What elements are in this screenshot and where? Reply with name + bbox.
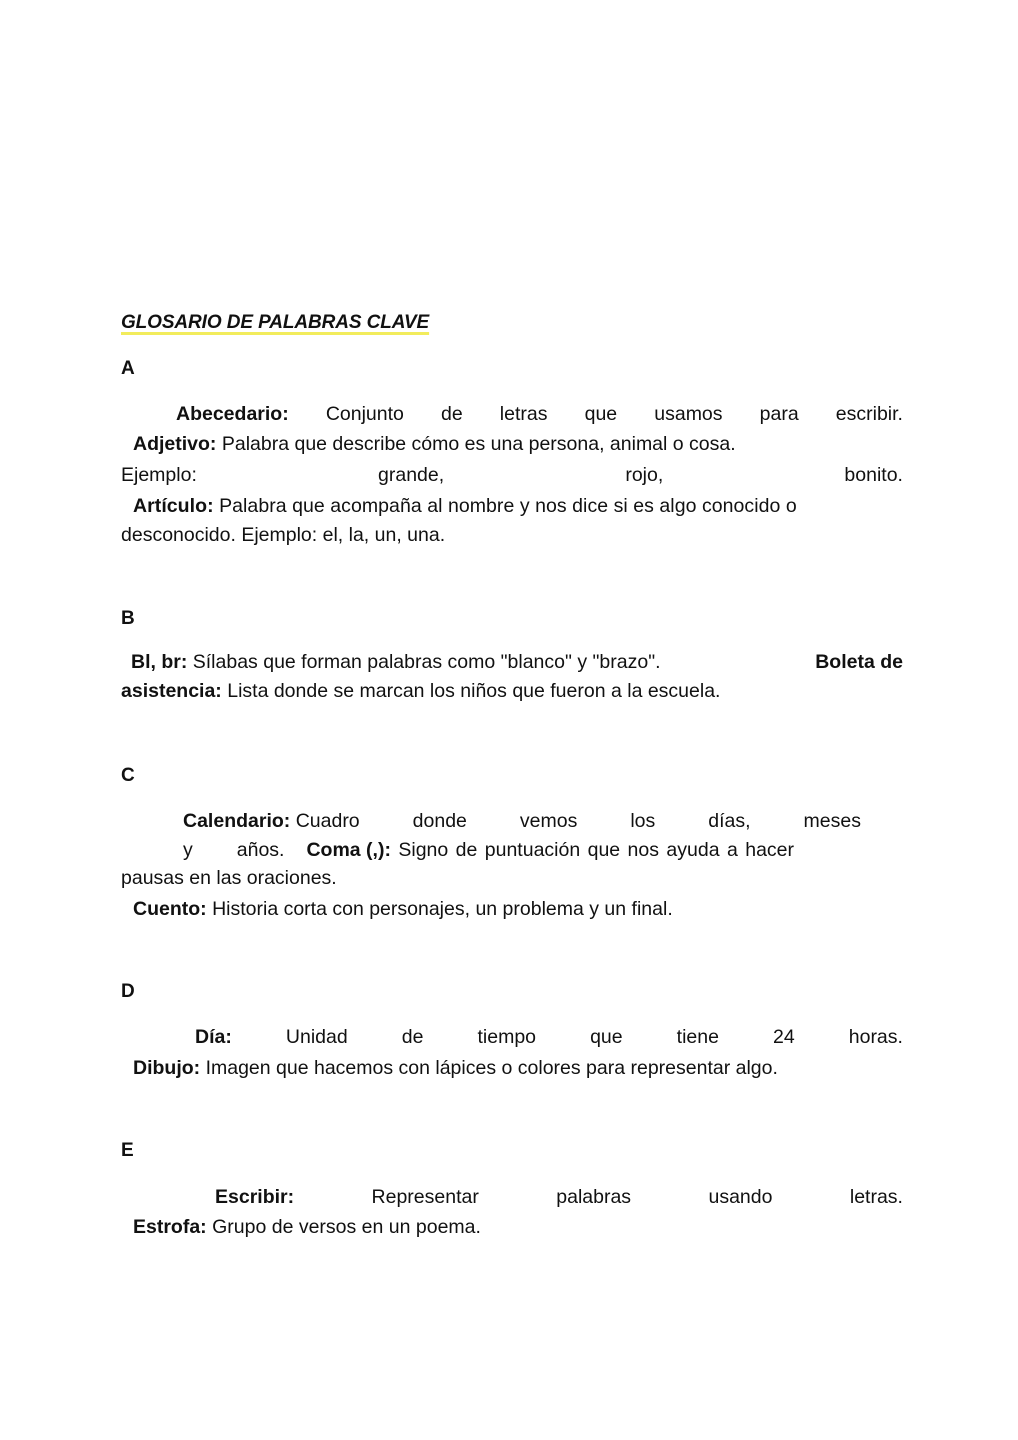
term-dibujo: Dibujo:: [133, 1057, 201, 1079]
entry-articulo-continued: [121, 523, 903, 547]
entry-calendario: [183, 809, 861, 833]
example-label: Ejemplo:: [121, 464, 197, 486]
entry-bl-br: [131, 650, 903, 674]
example-adjetivo: [121, 463, 903, 487]
example-word: rojo,: [625, 464, 664, 486]
term-escribir: Escribir:: [215, 1186, 295, 1208]
definition-word: para: [759, 403, 799, 425]
entry-estrofa: [133, 1215, 915, 1239]
definition-coma: Signo de puntuación que nos ayuda a hacer: [390, 839, 795, 861]
term-articulo: Artículo:: [133, 495, 214, 517]
term-calendario: Calendario: Cuadro: [183, 810, 360, 832]
term-boleta: Boleta de: [815, 651, 903, 673]
definition-word: tiempo: [477, 1026, 537, 1048]
definition-word: usando: [708, 1186, 773, 1208]
entry-adjetivo: [133, 432, 915, 456]
example-word: grande,: [378, 464, 445, 486]
definition-word: palabras: [556, 1186, 632, 1208]
term-bl-br: Bl, br:: [131, 651, 188, 673]
definition-word: horas.: [848, 1026, 903, 1048]
definition-word: tiene: [676, 1026, 719, 1048]
section-letter-e: E: [121, 1140, 134, 1161]
definition-boleta: Lista donde se marcan los niños que fueron a la escuela.: [221, 680, 721, 702]
glossary-title: GLOSARIO DE PALABRAS CLAVE: [121, 312, 430, 333]
entry-dia: [195, 1025, 903, 1049]
entry-abecedario: [176, 402, 903, 426]
section-letter-b: B: [121, 608, 135, 629]
definition-word: letras: [499, 403, 548, 425]
definition-articulo: Palabra que acompaña al nombre y nos dice si es algo conocido o: [213, 495, 797, 517]
definition-word: de: [401, 1026, 424, 1048]
definition-word: Representar: [371, 1186, 479, 1208]
definition-word: letras.: [849, 1186, 903, 1208]
definition-word: los: [630, 810, 656, 832]
section-letter-a: A: [121, 358, 135, 379]
definition-bl-br: Sílabas que forman palabras como "blanco" y "brazo".: [187, 651, 661, 673]
term-adjetivo: Adjetivo:: [133, 433, 217, 455]
definition-estrofa: Grupo de versos en un poema.: [206, 1216, 481, 1238]
definition-cuento: Historia corta con personajes, un problema y un final.: [206, 898, 673, 920]
term-asistencia: asistencia:: [121, 680, 222, 702]
definition-word: de: [440, 403, 463, 425]
definition-word: escribir.: [835, 403, 903, 425]
definition-word: 24: [773, 1026, 795, 1048]
section-letter-c: C: [121, 765, 135, 786]
term-abecedario: Abecedario:: [176, 403, 289, 425]
definition-word: donde: [412, 810, 467, 832]
term-dia: Día:: [195, 1026, 232, 1048]
section-letter-d: D: [121, 981, 135, 1002]
example-word: bonito.: [844, 464, 903, 486]
definition-word: que: [590, 1026, 623, 1048]
definition-word: que: [584, 403, 618, 425]
definition-word: Conjunto: [325, 403, 404, 425]
definition-adjetivo: Palabra que describe cómo es una persona, animal o cosa.: [216, 433, 736, 455]
term-coma: Coma (,):: [306, 839, 391, 861]
definition-calendario-anos: años.: [236, 839, 285, 861]
definition-word: Unidad: [285, 1026, 348, 1048]
entry-cuento: [133, 897, 915, 921]
entry-escribir: [215, 1185, 903, 1209]
definition-word: días,: [708, 810, 751, 832]
definition-calendario-y: y: [183, 839, 193, 861]
entry-coma-continued: [121, 866, 903, 890]
entry-articulo: [133, 494, 903, 518]
definition-word: usamos: [654, 403, 723, 425]
definition-coma-cont: pausas en las oraciones.: [121, 867, 337, 889]
entry-dibujo: [133, 1056, 915, 1080]
entry-boleta-continued: [121, 679, 903, 703]
term-cuento: Cuento:: [133, 898, 207, 920]
definition-articulo-cont: desconocido. Ejemplo: el, la, un, una.: [121, 524, 446, 546]
entry-coma: [183, 838, 903, 862]
definition-word: meses: [803, 810, 861, 832]
definition-dibujo: Imagen que hacemos con lápices o colores para representar algo.: [200, 1057, 778, 1079]
definition-word: vemos: [519, 810, 578, 832]
term-estrofa: Estrofa:: [133, 1216, 207, 1238]
